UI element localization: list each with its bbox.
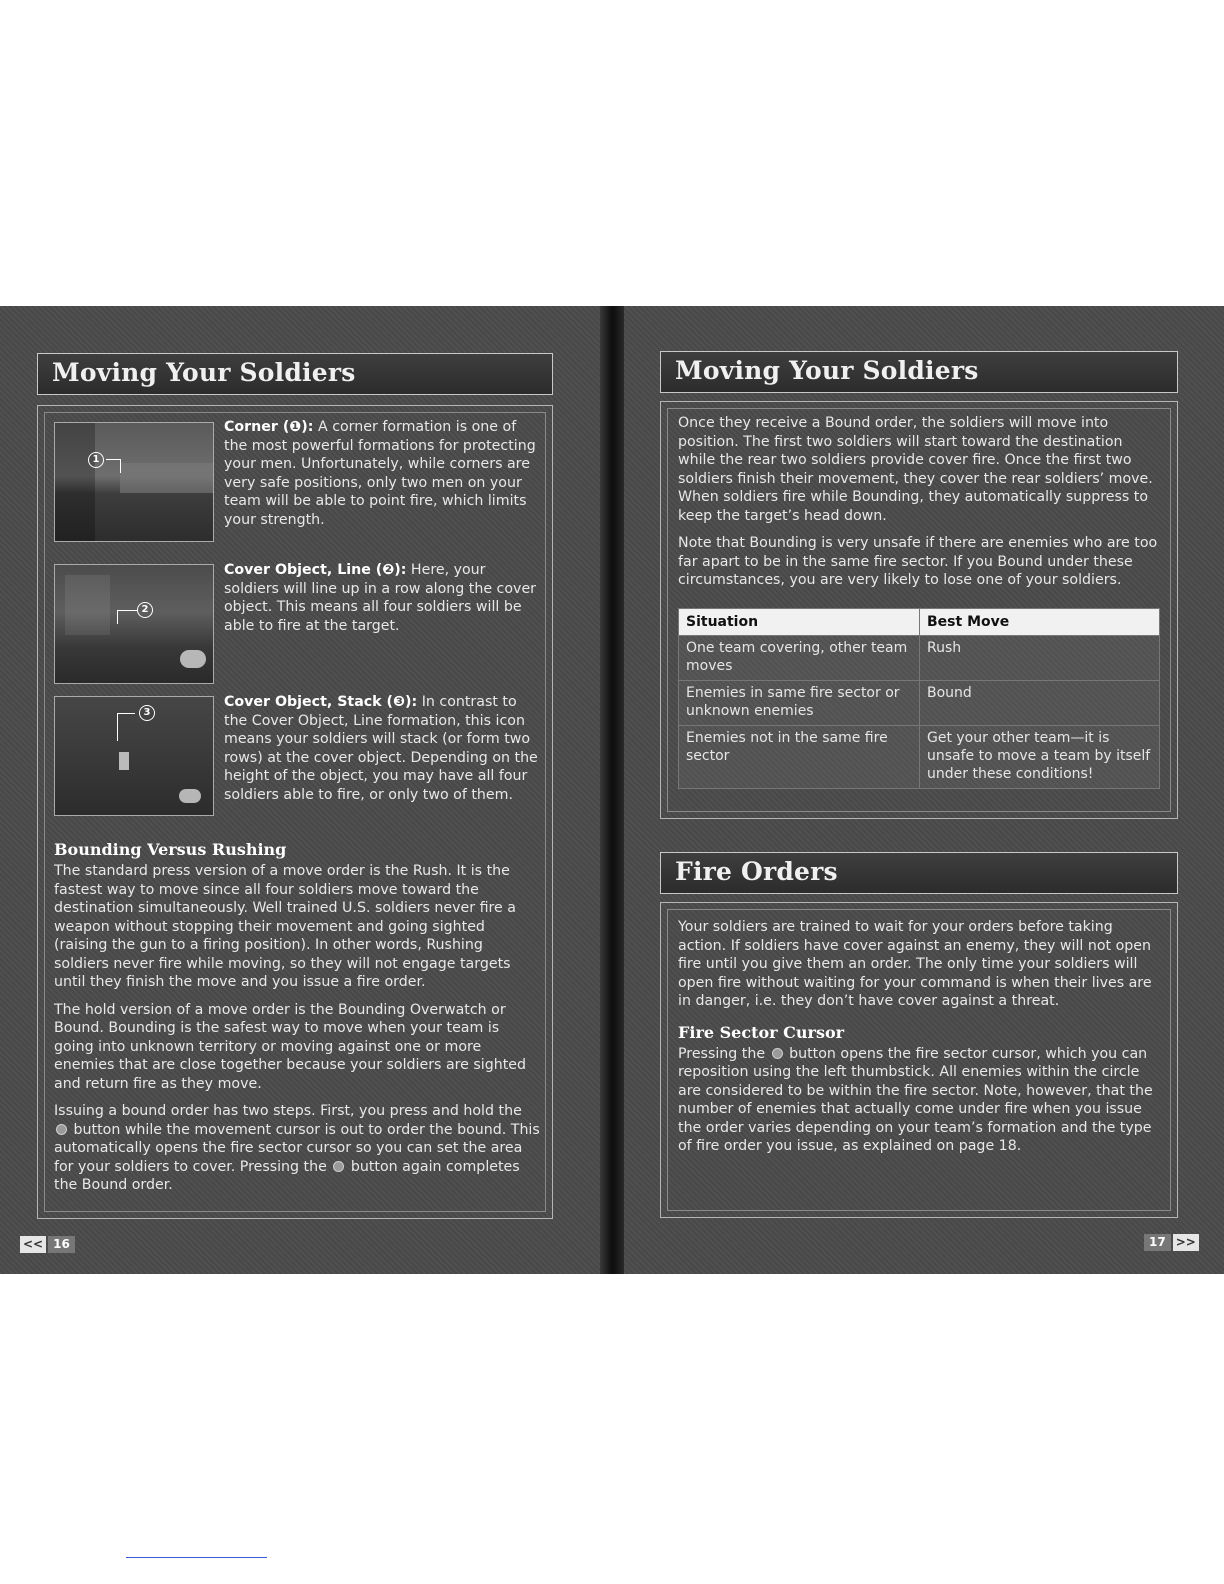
formation-stack-text <box>224 693 540 804</box>
callout-3-icon: 3 <box>139 705 155 721</box>
bounding-info-text <box>678 414 1164 590</box>
footer-link-line <box>126 1557 267 1558</box>
formation-line-text <box>224 561 540 635</box>
next-page-arrow-icon: >> <box>1173 1234 1199 1251</box>
bounding-heading: Bounding Versus Rushing <box>54 840 287 859</box>
cover-stack-formation-image <box>54 696 214 816</box>
table-row: One team covering, other team moves Rush <box>679 636 1160 681</box>
formation-corner-text <box>224 418 540 529</box>
right-page-title: Moving Your Soldiers <box>675 356 979 385</box>
fire-orders-title: Fire Orders <box>675 857 838 886</box>
manual-spread <box>0 306 1224 1274</box>
callout-2-icon: 2 <box>137 602 153 618</box>
left-page <box>0 306 610 1274</box>
formation-stack-desc: In contrast to the Cover Object, Line formation, this icon means your soldiers will stack (or form two rows) at the cover object. Depending on the height of the object, you may have all four soldiers able to fire, or only two of them. <box>224 694 538 803</box>
fire-orders-para: Your soldiers are trained to wait for your orders before taking action. If soldiers have cover against an enemy, they will not open fire until you give them an order. The only time your soldiers will open fire without waiting for your command is when their lives are in danger, i.e. they don’t have cover against a threat. <box>678 919 1152 1009</box>
right-page <box>624 306 1224 1274</box>
bound-warning-para: Note that Bounding is very unsafe if there are enemies who are too far apart to be in the same fire sector. If you Bound under these circumstances, you are very likely to lose one of your soldiers. <box>678 535 1158 588</box>
prev-page-arrow-icon: << <box>20 1236 46 1253</box>
book-gutter <box>600 306 624 1274</box>
bounding-para-3: Issuing a bound order has two steps. First, you press and hold the button while the movement cursor is out to order the bound. This automatically opens the fire sector cursor so you can set the area for your soldiers to cover. Pressing the button again completes the Bound order. <box>54 1103 540 1193</box>
situation-table <box>678 608 1160 789</box>
formation-stack-term: Cover Object, Stack (❸): <box>224 694 418 710</box>
bounding-para-1: The standard press version of a move order is the Rush. It is the fastest way to move since all four soldiers move toward the destination simultaneously. Well trained U.S. soldiers never fire a weapon without stopping their movement and going sighted (raising the gun to a firing position). In other words, Rushing soldiers never fire while moving, so they will not engage targets until they finish the move and you issue a fire order. <box>54 863 516 990</box>
fire-sector-cursor-para: Pressing the button opens the fire sector cursor, which you can reposition using the left thumbstick. All enemies within the circle are considered to be within the fire sector. Note, however, that the number of enemies that actually come under fire when you issue the order varies depending on your team’s formation and the type of fire order you issue, as explained on page 18. <box>678 1045 1153 1154</box>
right-title-bar <box>660 351 1178 393</box>
a-button-icon <box>56 1124 67 1135</box>
formation-line-term: Cover Object, Line (❷): <box>224 562 407 578</box>
bounding-para-2: The hold version of a move order is the Bounding Overwatch or Bound. Bounding is the safest way to move when your team is going into unknown territory or moving against one or more enemies that are close together because your soldiers are sighted and return fire as they move. <box>54 1001 527 1092</box>
right-page-number: 17 >> <box>1144 1234 1201 1251</box>
x-button-icon <box>772 1048 783 1059</box>
corner-formation-image <box>54 422 214 542</box>
formation-line-desc: Here, your soldiers will line up in a row along the cover object. This means all four soldiers will be able to fire at the target. <box>224 562 537 634</box>
fire-orders-title-bar <box>660 852 1178 894</box>
header-best-move: Best Move <box>920 609 1160 636</box>
cover-line-formation-image <box>54 564 214 684</box>
left-page-number: << 16 <box>18 1236 75 1253</box>
formation-corner-desc: A corner formation is one of the most powerful formations for protecting your men. Unfortunately, while corners are very safe positions, only two men on your team will be able to point fire, which limits your strength. <box>224 419 536 528</box>
fire-orders-text <box>678 918 1164 1156</box>
table-row: Enemies in same fire sector or unknown enemies Bound <box>679 681 1160 726</box>
left-title-bar <box>37 353 553 395</box>
fire-sector-cursor-heading: Fire Sector Cursor <box>678 1022 845 1042</box>
header-situation: Situation <box>679 609 920 636</box>
a-button-icon <box>333 1161 344 1172</box>
bound-order-para: Once they receive a Bound order, the soldiers will move into position. The first two soldiers will start toward the destination while the rear two soldiers provide cover fire. Once the first two soldiers finish their movement, they cover the rear soldiers’ move. When soldiers fire while Bounding, they automatically suppress to keep the target’s head down. <box>678 415 1153 524</box>
left-page-title: Moving Your Soldiers <box>52 358 356 387</box>
table-row: Enemies not in the same fire sector Get your other team—it is unsafe to move a team by itself under these conditions! <box>679 726 1160 789</box>
callout-1-icon: 1 <box>88 452 104 468</box>
formation-corner-term: Corner (❶): <box>224 419 314 435</box>
bounding-section <box>54 840 540 1195</box>
